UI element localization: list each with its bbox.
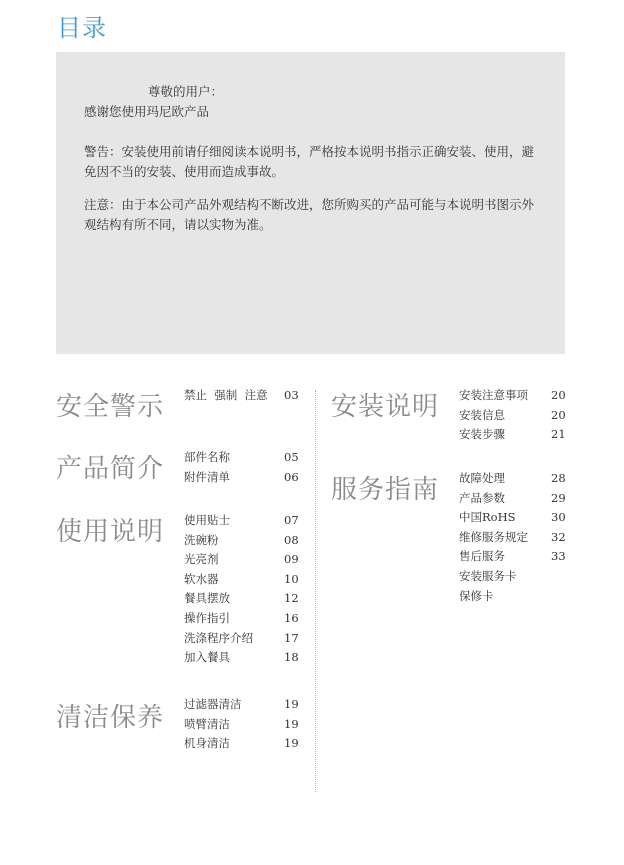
toc-page: 28 <box>551 471 566 485</box>
toc-entry[interactable] <box>184 695 299 715</box>
section-title: 安全警示 <box>56 392 165 422</box>
toc-label: 过滤器清洁 <box>184 697 242 711</box>
toc-entry[interactable] <box>459 508 566 528</box>
toc-label: 光亮剂 <box>184 552 219 567</box>
toc-page: 10 <box>284 571 299 586</box>
toc-page: 08 <box>284 532 299 547</box>
toc-page: 29 <box>551 490 566 505</box>
section-title: 服务指南 <box>331 475 440 505</box>
toc-label: 洗涤程序介绍 <box>184 630 253 645</box>
toc-list <box>184 448 299 487</box>
toc-entry[interactable] <box>184 609 299 629</box>
toc-list <box>184 386 299 406</box>
toc-page: 07 <box>284 513 299 527</box>
toc-list <box>459 469 566 606</box>
toc-page: 20 <box>551 407 566 422</box>
toc-page: 33 <box>551 549 566 564</box>
toc-page: 17 <box>284 630 299 645</box>
toc-list <box>184 511 299 668</box>
section-title: 使用说明 <box>56 517 165 547</box>
toc-entry[interactable] <box>184 468 299 488</box>
toc-label: 喷臂清洁 <box>184 716 230 731</box>
section-title: 安装说明 <box>331 392 440 422</box>
section-title: 产品简介 <box>56 454 165 484</box>
column-divider <box>315 390 316 792</box>
toc-label: 部件名称 <box>184 450 230 464</box>
toc-page: 19 <box>284 736 299 751</box>
toc-entry[interactable] <box>184 386 299 406</box>
toc-label: 加入餐具 <box>184 650 230 665</box>
toc-label: 中国RoHS <box>459 510 516 525</box>
toc-page: 30 <box>551 510 566 525</box>
toc-entry[interactable] <box>459 386 566 406</box>
toc-entry[interactable] <box>459 547 566 567</box>
toc-page: 19 <box>284 697 299 711</box>
toc-label: 故障处理 <box>459 471 505 485</box>
toc-label: 使用贴士 <box>184 513 230 527</box>
toc-entry[interactable] <box>459 489 566 509</box>
toc-page: 06 <box>284 469 299 484</box>
toc-page: 32 <box>551 529 566 544</box>
toc-page: 09 <box>284 552 299 567</box>
toc-label: 操作指引 <box>184 610 230 625</box>
toc-label: 餐具摆放 <box>184 591 230 606</box>
toc-entry[interactable] <box>184 629 299 649</box>
toc-entry[interactable] <box>184 448 299 468</box>
toc-page: 20 <box>551 388 566 402</box>
notice-greeting: 尊敬的用户： <box>148 84 224 99</box>
toc-label: 禁止 强制 注意 <box>184 388 268 402</box>
toc-label: 洗碗粉 <box>184 532 219 547</box>
toc-entry[interactable] <box>184 648 299 668</box>
toc-entry[interactable] <box>184 715 299 735</box>
toc-page: 18 <box>284 650 299 665</box>
toc-page: 03 <box>284 388 299 402</box>
notice-note: 注意：由于本公司产品外观结构不断改进，您所购买的产品可能与本说明书图示外观结构有所不同，请以实物为准。 <box>84 197 535 232</box>
toc-entry[interactable] <box>184 511 299 531</box>
toc-page: 05 <box>284 450 299 464</box>
toc-entry[interactable] <box>184 531 299 551</box>
toc-page: 19 <box>284 716 299 731</box>
toc-label: 软水器 <box>184 571 219 586</box>
toc-entry[interactable] <box>184 734 299 754</box>
toc-label: 安装信息 <box>459 407 505 422</box>
toc-label: 安装服务卡 <box>459 568 517 583</box>
toc-entry[interactable] <box>459 469 566 489</box>
toc-page: 12 <box>284 591 299 606</box>
toc-list <box>184 695 299 754</box>
toc-label: 保修卡 <box>459 588 494 603</box>
toc-entry[interactable] <box>459 425 566 445</box>
toc-page: 16 <box>284 610 299 625</box>
toc-entry[interactable] <box>459 567 528 587</box>
toc-entry[interactable] <box>184 570 299 590</box>
notice-box <box>56 52 565 354</box>
page-title: 目录 <box>57 14 107 42</box>
toc-entry[interactable] <box>184 589 299 609</box>
toc-label: 机身清洁 <box>184 736 230 751</box>
section-title: 清洁保养 <box>56 703 165 733</box>
toc-page: 21 <box>551 427 566 442</box>
toc-list <box>459 386 566 445</box>
toc-label: 附件清单 <box>184 469 230 484</box>
toc-label: 售后服务 <box>459 549 505 564</box>
toc-label: 安装步骤 <box>459 427 505 442</box>
toc-label: 维修服务规定 <box>459 529 528 544</box>
notice-thanks: 感谢您使用玛尼欧产品 <box>84 104 210 119</box>
toc-entry[interactable] <box>184 550 299 570</box>
toc-entry[interactable] <box>459 587 528 607</box>
toc-entry[interactable] <box>459 528 566 548</box>
toc-label: 安装注意事项 <box>459 388 528 402</box>
toc-label: 产品参数 <box>459 490 505 505</box>
notice-warning: 警告：安装使用前请仔细阅读本说明书，严格按本说明书指示正确安装、使用，避免因不当的安装、使用而造成事故。 <box>84 144 535 179</box>
toc-entry[interactable] <box>459 406 566 426</box>
